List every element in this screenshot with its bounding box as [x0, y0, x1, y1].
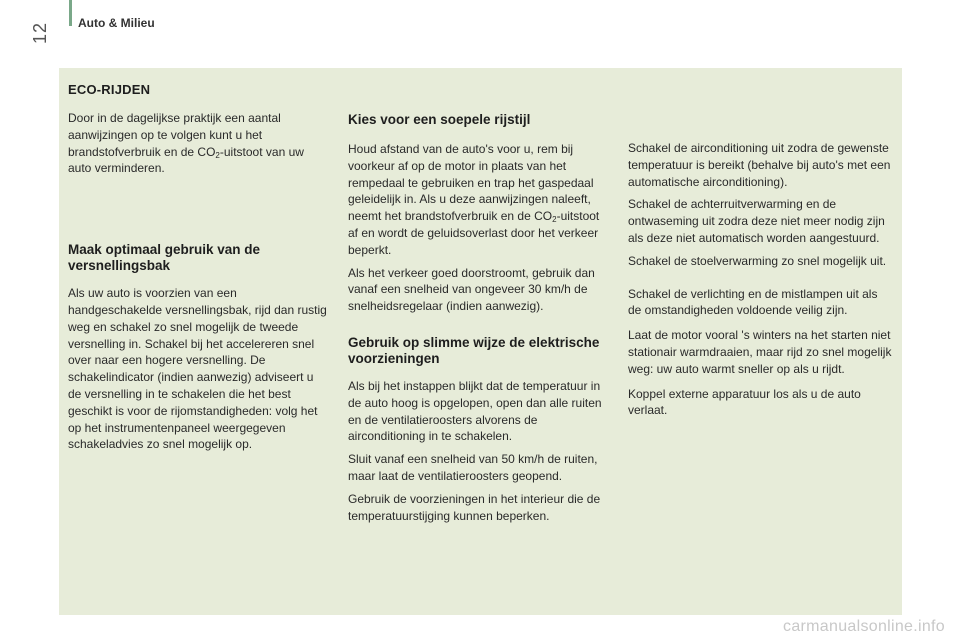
- gearbox-heading: Maak optimaal gebruik van de versnellingsbak: [68, 242, 261, 274]
- eco-title: ECO-RIJDEN: [68, 82, 151, 97]
- smooth-driving-paragraph: Houd afstand van de auto's voor u, rem bij voorkeur af op de motor in plaats van het rempedaal te gebruiken en trap het gaspedaal geleidelijk in. Als u deze aanwijzingen naleeft, neemt het brandstofverbruik en de $CO_2$-uitstoot af en wordt de geluidsoverlast door het verkeer beperkt.: [348, 142, 600, 257]
- seat-heating-paragraph: Schakel de stoelverwarming zo snel mogelijk uit.: [628, 253, 887, 268]
- engine-idle-paragraph: Laat de motor vooral 's winters na het starten niet stationair warmdraaien, maar rijd zo snel mogelijk weg: uw auto warmt sneller op als u rijdt.: [628, 328, 892, 376]
- aircon-paragraph: Schakel de airconditioning uit zodra de gewenste temperatuur is bereikt (behalve bij auto's met een automatische airconditioning).: [628, 141, 891, 189]
- electrical-paragraph-1: Als bij het instappen blijkt dat de temperatuur in de auto hoog is opgelopen, open dan alle ruiten en de ventilatieroosters alvorens de airconditioning in te schakelen.: [348, 378, 602, 444]
- column-left: [68, 82, 330, 459]
- column-middle: [348, 112, 608, 530]
- column-right: [628, 140, 893, 425]
- gearbox-paragraph: Als uw auto is voorzien van een handgeschakelde versnellingsbak, rijd dan rustig weg en schakel zo snel mogelijk de tweede versnelling in. Schakel bij het accelereren snel over naar een hogere versnelling. De schakelindicator (indien aanwezig) adviseert u de versnelling in te schakelen die het best geschikt is voor de rijomstandigheden: volg het op het instrumentenpaneel weergegeven schakeladvies zo snel mogelijk op.: [68, 286, 327, 452]
- page-number: 12: [30, 22, 50, 45]
- section-title: Auto & Milieu: [78, 16, 155, 30]
- lights-paragraph: Schakel de verlichting en de mistlampen uit als de omstandigheden voldoende veilig zijn.: [628, 286, 878, 318]
- electrical-paragraph-2: Sluit vanaf een snelheid van 50 km/h de ruiten, maar laat de ventilatieroosters geopend.: [348, 452, 598, 483]
- external-devices-paragraph: Koppel externe apparatuur los als u de auto verlaat.: [628, 386, 861, 418]
- intro-paragraph: Door in de dagelijkse praktijk een aantal aanwijzingen op te volgen kunt u het brandstofverbruik en de $CO_2$-uitstoot van uw auto verminderen.: [68, 111, 304, 176]
- rear-window-paragraph: Schakel de achterruitverwarming en de ontwaseming uit zodra deze niet meer nodig zijn als deze niet automatisch worden aangestuurd.: [628, 197, 885, 245]
- watermark: carmanualsonline.info: [783, 618, 945, 635]
- electrical-heading: Gebruik op slimme wijze de elektrische voorzieningen: [348, 334, 600, 366]
- smooth-driving-heading: Kies voor een soepele rijstijl: [348, 112, 531, 127]
- section-marker: [69, 0, 72, 26]
- electrical-paragraph-3: Gebruik de voorzieningen in het interieur die de temperatuurstijging kunnen beperken.: [348, 491, 601, 523]
- cruise-control-paragraph: Als het verkeer goed doorstroomt, gebruik dan vanaf een snelheid van ongeveer 30 km/h de snelheidsregelaar (indien aanwezig).: [348, 265, 595, 314]
